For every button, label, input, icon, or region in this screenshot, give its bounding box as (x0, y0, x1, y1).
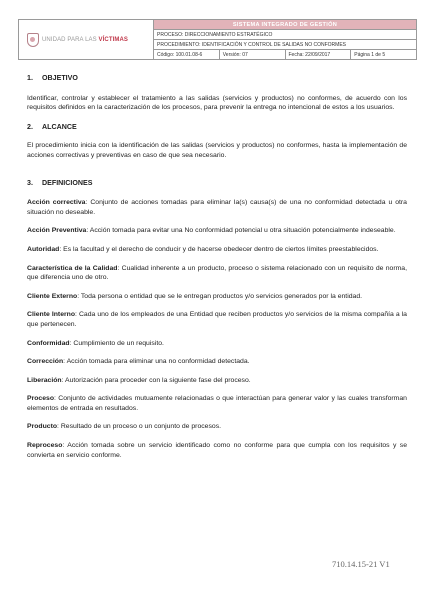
definition-term: Acción Preventiva (27, 227, 87, 235)
definition-item (27, 441, 407, 460)
definition-item (27, 264, 407, 283)
definition-item (27, 339, 407, 349)
definition-text: : Toda persona o entidad que se le entregan productos y/o servicios generados por la entidad. (77, 292, 363, 300)
definition-text: : Autorización para proceder con la siguiente fase del proceso. (61, 376, 251, 384)
definition-text: : Cumplimiento de un requisito. (69, 339, 164, 347)
section-heading-alcance: 2. ALCANCE (27, 122, 77, 131)
definition-term: Conformidad (27, 339, 70, 347)
version-label: Versión: 07 (220, 50, 286, 59)
definition-term: Cliente Interno (27, 311, 76, 319)
code-label: Código: 100.01.08-6 (154, 50, 220, 59)
footer-code: 710.14.15-21 V1 (332, 559, 390, 569)
definition-text: : Conjunto de acciones tomadas para eliminar la(s) causa(s) de una no conformidad detectada u otra situación no deseable. (27, 199, 407, 216)
definition-text: : Acción tomada para evitar una No conformidad potencial u otra situación potencialmente indeseable. (86, 227, 396, 235)
document-body (27, 74, 407, 460)
definition-term: Autoridad (27, 245, 60, 253)
page-label: Página 1 de 5 (354, 51, 386, 58)
logo-text: UNIDAD PARA LAS VÍCTIMAS (42, 36, 128, 43)
definition-item (27, 292, 407, 302)
definition-item (27, 226, 407, 236)
definition-text: : Cada uno de los empleados de una Entidad que reciben productos y/o servicios de la misma compañía a la que pertenecen. (27, 311, 407, 328)
definitions-list (27, 198, 407, 460)
definition-term: Producto (27, 423, 58, 431)
definition-term: Reproceso (27, 442, 63, 450)
process-label: PROCESO: DIRECCIONAMIENTO ESTRATÉGICO (154, 30, 416, 40)
definition-text: : Es la facultad y el derecho de conducir y de hacerse obedecer dentro de ciertos límites preestablecidos. (59, 245, 379, 253)
definition-item (27, 422, 407, 432)
header-info (154, 20, 416, 59)
objetivo-text: Identificar, controlar y establecer el tratamiento a las salidas (servicios y productos) no conformes, de acuerdo con los requisitos definidos en la caracterización de los procesos, para prevenir la entrega no intencional de estos a los usuarios. (27, 94, 407, 112)
system-title: SISTEMA INTEGRADO DE GESTIÓN (154, 20, 416, 30)
definition-item (27, 245, 407, 255)
definition-text: : Conjunto de actividades mutuamente relacionadas o que interactúan para generar valor y las cuales transforman elementos de entrada en resultados. (27, 395, 407, 412)
definition-text: : Acción tomada sobre un servicio identificado como no conforme para que cumpla con los requisitos y se convierta en servicio conforme. (27, 442, 407, 459)
section-heading-objetivo: 1. OBJETIVO (27, 74, 78, 82)
procedure-label: PROCEDIMIENTO: IDENTIFICACIÓN Y CONTROL DE SALIDAS NO CONFORMES (154, 40, 416, 50)
definition-item (27, 357, 407, 367)
definition-text: : Acción tomada para eliminar una no conformidad detectada. (63, 358, 250, 366)
meta-row (154, 50, 416, 59)
section-heading-definiciones: 3. DEFINICIONES (27, 178, 93, 187)
coat-of-arms-icon (27, 33, 39, 47)
definition-item (27, 310, 407, 329)
definition-item (27, 198, 407, 217)
definition-term: Liberación (27, 376, 62, 384)
definition-item (27, 394, 407, 413)
alcance-text: El procedimiento inicia con la identificación de las salidas (servicios y productos) no conformes, hasta la implementación de acciones correctivas y preventivas en caso de que sea necesario. (27, 142, 407, 159)
document-header (18, 19, 417, 60)
definition-term: Característica de la Calidad (27, 264, 118, 272)
definition-item (27, 376, 407, 386)
logo (19, 20, 154, 59)
definition-term: Corrección (27, 358, 64, 366)
definition-term: Cliente Externo (27, 292, 78, 300)
definition-term: Acción correctiva (27, 199, 86, 207)
definition-term: Proceso (27, 395, 55, 403)
definition-text: : Cualidad inherente a un producto, proceso o sistema relacionado con un requisito de norma, que diferencia uno de otro. (27, 264, 408, 282)
date-label: Fecha: 22/09/2017 (286, 50, 352, 59)
definition-text: : Resultado de un proceso o un conjunto de procesos. (57, 423, 222, 431)
